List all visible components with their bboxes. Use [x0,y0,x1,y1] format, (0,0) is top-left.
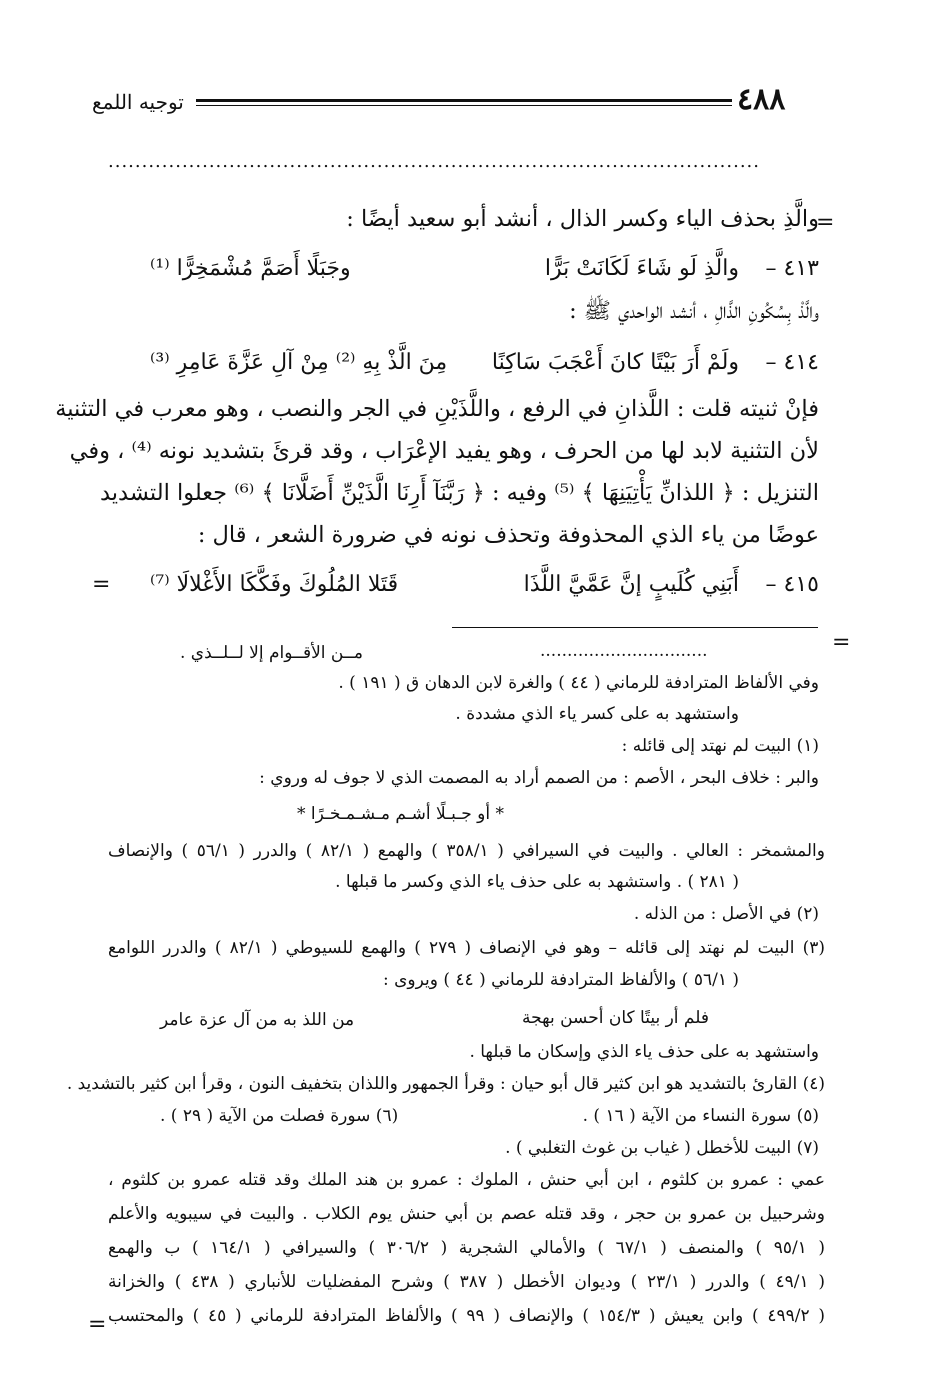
footnote-verse: مــن الأقــوام إلا لــلــذي . [180,643,363,663]
continuation-marker: = [88,1312,107,1337]
continuation-marker: = [816,210,835,235]
header-rule [196,99,732,102]
footnote-line: (٢) في الأصل : من الذله . [633,904,819,924]
continuation-marker: = [832,630,851,655]
footnote-line: واستشهد به على حذف ياء الذي وإسكان ما قبلها . [469,1042,819,1062]
body-line: عوضًا من ياء الذي المحذوفة وتحذف نونه في ضرورة الشعر ، قال : [197,522,819,548]
footnote-verse: فلم أر بيتًا كان أحسن بهجة [522,1008,709,1028]
body-line: والَّذْ بِسُكُونِ الذَّالِ ، أنشد الواحدي ﷺ : [569,298,819,324]
footnote-line: (١) البيت لم نهتد إلى قائله : [621,736,819,756]
footnote-verse: * أو جـبـلًا أشـم مـشـمـخـرًا * [296,804,504,824]
footnote-line: ( ٢٨١ ) . واستشهد به على حذف ياء الذي وكسر ما قبلها . [335,872,739,892]
footnote-line: (٥) سورة النساء من الآية ( ١٦ ) . [582,1106,819,1126]
verse-hemistich: قَتَلا المُلُوكَ وفَكَّكَا الأَغْلالَا ⁽⁷⁾ [150,572,399,597]
verse-number: ٤١٥ – [765,572,819,597]
footnote-line: والبر : خلاف البحر ، الأصم : من الصمم أراد به المصمت الذي لا جوف له وروي : [259,768,819,788]
verse-hemistich: ولَمْ أَرَ بَيْتًا كانَ أَعْجَبَ سَاكِنًا [491,350,739,375]
verse-number: ٤١٣ – [765,256,819,281]
footnote-line: ( ٥٦/١ ) والألفاظ المترادفة للرماني ( ٤٤ ) ويروى : [382,970,739,990]
body-line: فإنْ ثنيته قلت : اللَّذانِ في الرفع ، واللَّذَيْنِ في الجر والنصب ، وهو معرب في التثنية [55,396,819,422]
body-line: التنزيل : ﴿ اللذانِّ يَأْتِيَنِهَا ﴾ ⁽⁵⁾ وفيه : ﴿ رَبَّنَآ أَرِنَا الَّذَيْنِّ أَضَلَّانَا ﴾ ⁽⁶⁾ جعلوا التشديد [99,480,819,506]
footnote-line: والمشمخر : العالي . والبيت في السيرافي ( ٣٥٨/١ ) والهمع ( ٨٢/١ ) والدرر ( ٥٦/١ ) والإنصاف [108,841,825,861]
footnote-line: ( ٤٩٩/٢ ) وابن يعيش ( ١٥٤/٣ ) والإنصاف ( ٩٩ ) والألفاظ المترادفة للرماني ( ٤٥ ) والمحتسب [108,1306,826,1326]
running-title: توجيه اللمع [92,90,184,114]
continuation-marker: = [92,572,111,597]
dotted-rule: ................................................................................................. [108,151,761,172]
header-rule-thin [196,105,732,106]
footnote-line: وشرحبيل بن عمرو بن حجر ، وقد قتله عصم بن أبي حنش يوم الكلاب . والبيت في سيبويه والأعلم [108,1204,825,1224]
footnote-line: (٦) سورة فصلت من الآية ( ٢٩ ) . [160,1106,399,1126]
page-number: ٤٨٨ [737,82,786,117]
verse-hemistich: أَبَنِي كُلَيبٍ إنَّ عَمَّيَّ اللَّذَا [523,572,739,597]
verse-hemistich: وجَبَلًا أَصَمَّ مُشْمَخِرًّا ⁽¹⁾ [150,256,351,281]
footnote-line: (٣) البيت لم نهتد إلى قائله – وهو في الإنصاف ( ٢٧٩ ) والهمع للسيوطي ( ٨٢/١ ) والدرر اللوامع [108,938,825,958]
footnote-line: وفي الألفاظ المترادفة للرماني ( ٤٤ ) والغرة لابن الدهان ق ( ١٩١ ) . [338,673,819,693]
footnote-line: (٤) القارئ بالتشديد هو ابن كثير قال أبو حيان : وقرأ الجمهور واللذان بتخفيف النون ، وقرأ ابن كثير بالتشديد . [66,1074,825,1094]
footnote-line: (٧) البيت للأخطل ( غياب بن غوث التغلبي ) . [505,1138,819,1158]
footnote-line: واستشهد به على كسر ياء الذي مشددة . [455,704,739,724]
body-line: لأن التثنية لابد لها من الحرف ، وهو يفيد الإعْرَاب ، وقد قرئَ بتشديد نونه ⁽⁴⁾ ، وفي [69,438,819,464]
footnote-line: عمي : عمرو بن كلثوم ، ابن أبي حنش ، الملوك : عمرو بن هند الملك وقد قتله عمرو بن كلثوم ، [108,1170,825,1190]
footnote-verse: من اللذ به من آل عزة عامر [160,1010,355,1030]
verse-hemistich: مِنَ الَّذْ بِهِ ⁽²⁾ مِنْ آلِ عَزَّةَ عَامِرِ ⁽³⁾ [150,350,448,375]
footnote-line: ( ٤٩/١ ) والدرر ( ٢٣/١ ) وديوان الأخطل ( ٣٨٧ ) وشرح المفضليات للأنباري ( ٤٣٨ ) والخزانة [108,1272,825,1292]
footnote-divider [452,627,818,628]
footnote-dots: ............................... [540,641,708,661]
verse-hemistich: والَّذِ لَو شَاءَ لَكَانَتْ بَرًّا [544,256,739,281]
footnote-line: ( ٩٥/١ ) والمنصف ( ٦٧/١ ) والأمالي الشجرية ( ٣٠٦/٢ ) والسيرافي ( ١٦٤/١ ) ب والهمع [108,1238,826,1258]
verse-number: ٤١٤ – [765,350,819,375]
body-line: والَّذِ بحذف الياء وكسر الذال ، أنشد أبو سعيد أيضًا : [346,206,819,232]
